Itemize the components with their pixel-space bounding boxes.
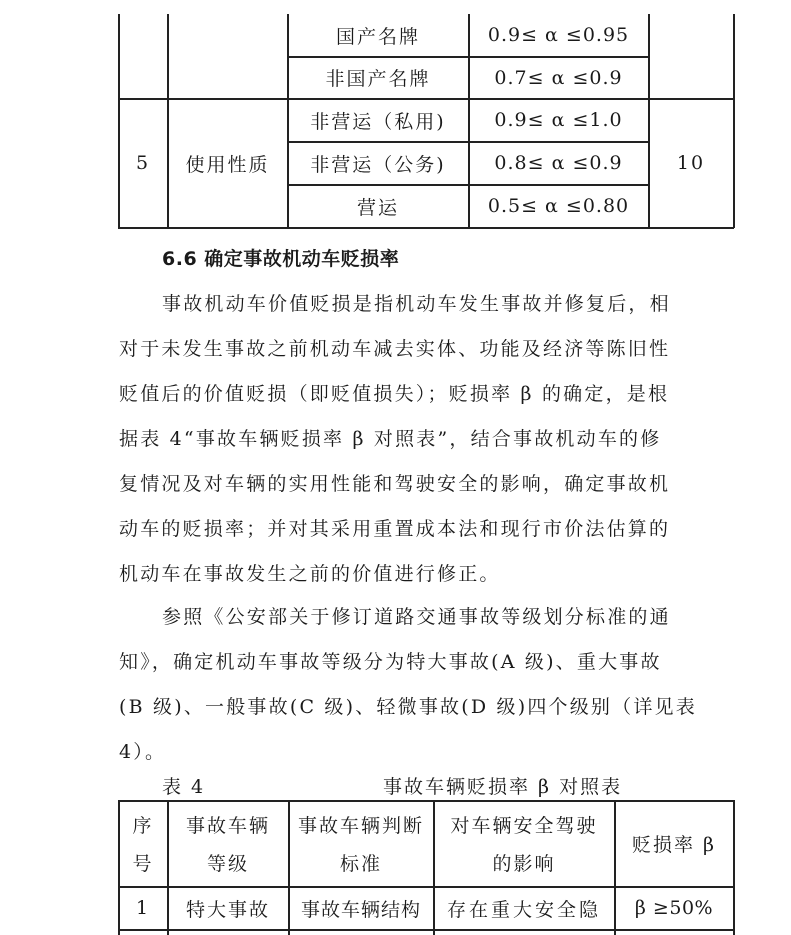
table-header-grade: 等级 — [206, 852, 249, 875]
section-heading: 6.6 确定事故机动车贬损率 — [162, 248, 400, 270]
table-border — [118, 227, 734, 229]
paragraph-line: 知》，确定机动车事故等级分为特大事故(A 级)、重大事故 — [119, 651, 662, 673]
paragraph-line: 机动车在事故发生之前的价值进行修正。 — [119, 563, 501, 585]
paragraph-line: 对于未发生事故之前机动车减去实体、功能及经济等陈旧性 — [119, 338, 671, 360]
table-header-grade: 事故车辆 — [185, 814, 270, 837]
table-cell-no: 1 — [135, 897, 151, 919]
table-header-criteria: 事故车辆判断 — [297, 814, 424, 837]
table-cell-subcategory: 非营运（公务) — [310, 153, 446, 176]
table-cell-subcategory: 非营运（私用) — [310, 110, 446, 133]
paragraph-line: 4）。 — [119, 741, 167, 763]
table-cell-range: 0.7≤ α ≤0.9 — [494, 66, 623, 89]
paragraph-line: 贬值后的价值贬损（即贬值损失）；贬损率 β 的确定，是根 — [119, 383, 670, 405]
table-title: 事故车辆贬损率 β 对照表 — [383, 776, 623, 798]
table-cell-criteria: 事故车辆结构 — [300, 898, 421, 921]
table-cell-range: 0.9≤ α ≤1.0 — [494, 109, 623, 131]
paragraph-line: 事故机动车价值贬损是指机动车发生事故并修复后，相 — [162, 293, 671, 315]
paragraph-line: 参照《公安部关于修订道路交通事故等级划分标准的通 — [162, 606, 671, 628]
table-cell-range: 0.8≤ α ≤0.9 — [494, 152, 623, 174]
table-header-criteria: 标准 — [339, 852, 382, 875]
table-cell-range: 0.5≤ α ≤0.80 — [487, 195, 630, 217]
table-cell-rate: β ≥50% — [634, 897, 714, 919]
table-border — [733, 14, 735, 228]
table-border — [118, 929, 734, 931]
table-header-impact: 对车辆安全驾驶 — [450, 814, 598, 837]
table-label: 表 4 — [162, 776, 206, 798]
table-header-no: 号 — [132, 852, 154, 875]
table-cell-subcategory: 营运 — [356, 196, 399, 219]
table-cell-factor: 使用性质 — [185, 153, 270, 176]
table-header-impact: 的影响 — [492, 852, 556, 875]
table-cell-weight: 10 — [676, 152, 706, 174]
paragraph-line: 动车的贬损率；并对其采用重置成本法和现行市价法估算的 — [119, 518, 671, 540]
paragraph-line: (B 级)、一般事故(C 级)、轻微事故(D 级)四个级别（详见表 — [119, 696, 697, 718]
table-cell-range: 0.9≤ α ≤0.95 — [487, 24, 630, 46]
paragraph-line: 复情况及对车辆的实用性能和驾驶安全的影响，确定事故机 — [119, 473, 671, 495]
table-cell-subcategory: 国产名牌 — [335, 25, 420, 48]
table-cell-subcategory: 非国产名牌 — [325, 68, 431, 90]
table-cell-index: 5 — [135, 152, 151, 174]
table-header-rate: 贬损率 β — [631, 834, 717, 856]
table-border — [733, 800, 735, 935]
table-header-no: 序 — [132, 814, 154, 837]
table-cell-grade: 特大事故 — [185, 898, 270, 921]
paragraph-line: 据表 4“事故车辆贬损率 β 对照表”，结合事故机动车的修 — [119, 428, 662, 450]
table-cell-impact: 存在重大安全隐 — [446, 898, 601, 921]
